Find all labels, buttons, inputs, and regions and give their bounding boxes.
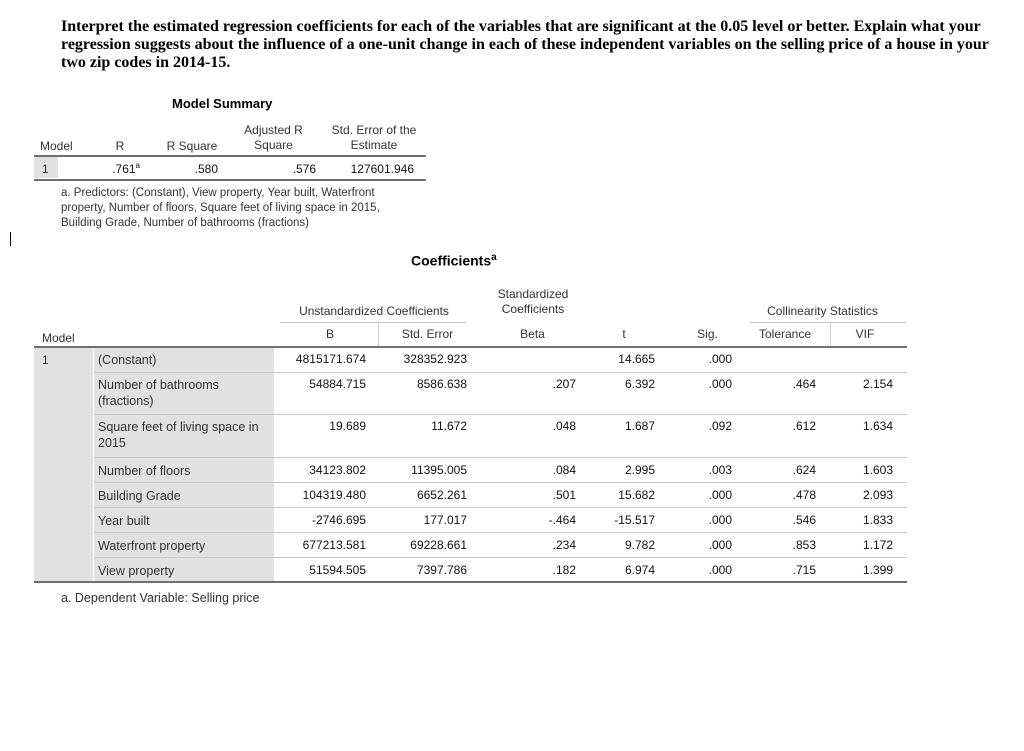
table-bottom-rule bbox=[34, 581, 907, 583]
collin-span-rule bbox=[750, 322, 906, 323]
model-summary-title: Model Summary bbox=[172, 96, 273, 111]
cell-std-error: 328352.923 bbox=[403, 352, 467, 366]
cell-beta: .501 bbox=[552, 488, 576, 502]
cell-beta: .084 bbox=[552, 463, 576, 477]
cell-std-error: 7397.786 bbox=[416, 563, 467, 577]
cell-vif: 1.603 bbox=[862, 463, 893, 477]
ms-header-model: Model bbox=[40, 139, 73, 153]
header-t: t bbox=[622, 327, 626, 341]
row-divider bbox=[94, 414, 907, 415]
cell-beta: .048 bbox=[552, 419, 576, 433]
cell-std-error: 11395.005 bbox=[411, 463, 467, 477]
cell-sig: .092 bbox=[708, 419, 732, 433]
row-label: View property bbox=[98, 564, 175, 578]
cell-t: 14.665 bbox=[618, 352, 655, 366]
ms-header-adj-r-square: Adjusted R Square bbox=[244, 123, 303, 152]
cell-b: 54884.715 bbox=[309, 377, 366, 391]
header-sig: Sig. bbox=[697, 327, 718, 341]
ms-row-r-square: .580 bbox=[194, 162, 218, 176]
row-divider bbox=[94, 457, 907, 458]
cell-tolerance: .624 bbox=[792, 463, 816, 477]
cell-b: 19.689 bbox=[329, 419, 366, 433]
cell-vif: 2.154 bbox=[862, 377, 893, 391]
ms-header-rule bbox=[34, 155, 426, 157]
cell-std-error: 6652.261 bbox=[416, 488, 467, 502]
cell-b: 677213.581 bbox=[302, 538, 366, 552]
cell-vif: 1.172 bbox=[862, 538, 893, 552]
cell-tolerance: .715 bbox=[792, 563, 816, 577]
cell-b: -2746.695 bbox=[311, 513, 366, 527]
cell-tolerance: .478 bbox=[792, 488, 816, 502]
row-label: Square feet of living space in 2015 bbox=[98, 420, 259, 450]
header-model: Model bbox=[42, 331, 75, 345]
cell-vif: 1.833 bbox=[862, 513, 893, 527]
cell-tolerance: .612 bbox=[792, 419, 816, 433]
cell-t: 15.682 bbox=[618, 488, 655, 502]
ms-row-adj-r-square: .576 bbox=[292, 162, 316, 176]
row-divider bbox=[94, 557, 907, 558]
header-vif: VIF bbox=[855, 327, 875, 341]
cell-t: 2.995 bbox=[624, 463, 655, 477]
row-label: (Constant) bbox=[98, 353, 157, 367]
header-divider-tol bbox=[830, 323, 831, 346]
header-std-error: Std. Error bbox=[401, 327, 454, 341]
cell-b: 34123.802 bbox=[309, 463, 366, 477]
cell-t: 9.782 bbox=[624, 538, 655, 552]
cell-tolerance: .853 bbox=[792, 538, 816, 552]
cell-std-error: 11.672 bbox=[431, 419, 467, 433]
header-tolerance: Tolerance bbox=[758, 327, 812, 341]
coefficients-footnote: a. Dependent Variable: Selling price bbox=[61, 591, 260, 605]
row-divider bbox=[94, 532, 907, 533]
cell-t: 6.974 bbox=[624, 563, 655, 577]
ms-row-r: .761$^a$ bbox=[112, 161, 140, 176]
cell-vif: 1.399 bbox=[862, 563, 893, 577]
cell-sig: .000 bbox=[708, 488, 732, 502]
cell-vif: 1.634 bbox=[862, 419, 893, 433]
row-label: Building Grade bbox=[98, 489, 181, 503]
header-unstd-coefficients: Unstandardized Coefficients bbox=[299, 304, 449, 318]
cell-std-error: 69228.661 bbox=[410, 538, 467, 552]
cell-b: 104319.480 bbox=[302, 488, 366, 502]
ms-footnote: a. Predictors: (Constant), View property, Year built, Waterfront property, Number of floors, Square feet of living space in 2015, Building Grade, Number of bathrooms (fractions) bbox=[61, 187, 380, 229]
ms-bottom-rule bbox=[34, 179, 426, 181]
row-divider bbox=[94, 372, 907, 373]
row-divider bbox=[94, 482, 907, 483]
row-label: Number of floors bbox=[98, 464, 191, 478]
row-label: Year built bbox=[98, 514, 150, 528]
cell-sig: .000 bbox=[708, 377, 732, 391]
cell-std-error: 177.017 bbox=[423, 513, 467, 527]
cell-sig: .000 bbox=[708, 563, 732, 577]
cell-beta: .207 bbox=[552, 377, 576, 391]
question-text: Interpret the estimated regression coefficients for each of the variables that are significant at the 0.05 level or better. Explain what your regression suggests about the influence of a one-unit change in each of these independent variables on the selling price of a house in your two zip codes in 2014-15. bbox=[61, 18, 989, 71]
header-beta: Beta bbox=[520, 327, 545, 341]
model-column-divider bbox=[93, 348, 94, 581]
cell-beta: .234 bbox=[552, 538, 576, 552]
cell-sig: .000 bbox=[708, 513, 732, 527]
cell-t: 6.392 bbox=[624, 377, 655, 391]
row-label: Number of bathrooms (fractions) bbox=[98, 378, 219, 408]
cell-b: 51594.505 bbox=[309, 563, 366, 577]
cell-tolerance: .464 bbox=[792, 377, 816, 391]
header-collinearity: Collinearity Statistics bbox=[767, 304, 878, 318]
header-b: B bbox=[325, 327, 334, 341]
ms-header-std-error: Std. Error of the Estimate bbox=[331, 123, 417, 152]
model-number: 1 bbox=[42, 353, 49, 367]
cell-tolerance: .546 bbox=[792, 513, 816, 527]
cell-beta: -.464 bbox=[548, 513, 576, 527]
cell-sig: .000 bbox=[708, 352, 732, 366]
header-divider-b bbox=[378, 323, 379, 346]
row-divider bbox=[94, 507, 907, 508]
coefficients-title: Coefficients$^a$ bbox=[411, 252, 497, 269]
cell-b: 4815171.674 bbox=[295, 352, 366, 366]
unstd-span-rule bbox=[280, 322, 466, 323]
ms-row-std-error: 127601.946 bbox=[350, 162, 414, 176]
row-label: Waterfront property bbox=[98, 539, 206, 553]
header-std-coefficients: Standardized Coefficients bbox=[497, 287, 569, 316]
text-cursor bbox=[10, 232, 11, 246]
cell-beta: .182 bbox=[552, 563, 576, 577]
cell-std-error: 8586.638 bbox=[416, 377, 467, 391]
ms-header-r-square: R Square bbox=[166, 139, 218, 153]
cell-vif: 2.093 bbox=[862, 488, 893, 502]
ms-header-r: R bbox=[115, 139, 125, 153]
cell-sig: .003 bbox=[708, 463, 732, 477]
cell-sig: .000 bbox=[708, 538, 732, 552]
ms-row-model: 1 bbox=[42, 162, 49, 176]
cell-t: 1.687 bbox=[624, 419, 655, 433]
cell-t: -15.517 bbox=[614, 513, 655, 527]
